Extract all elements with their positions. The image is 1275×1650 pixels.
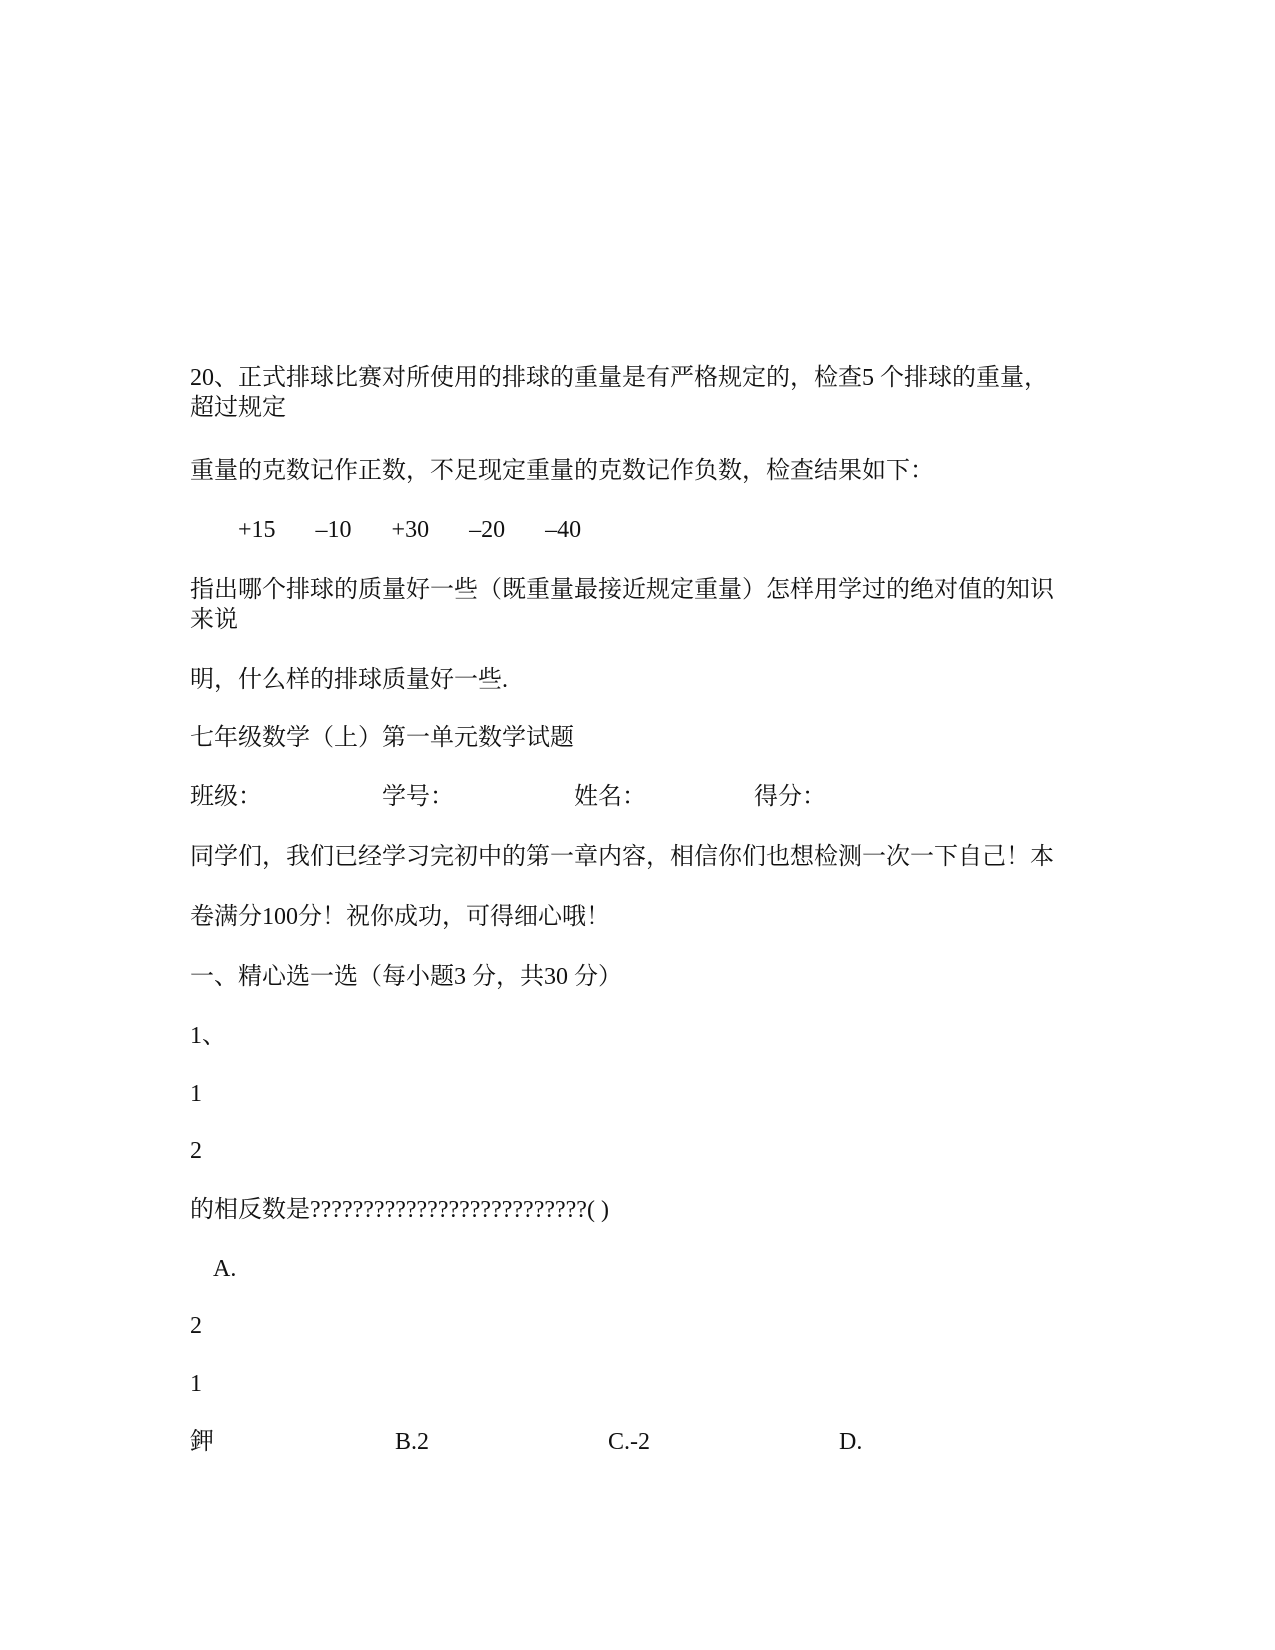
weight-value: –40 — [545, 517, 582, 543]
question-1-stem: 的相反数是??????????????????????????( ) — [190, 1197, 609, 1223]
q20-text-line-2: 超过规定 — [190, 395, 286, 421]
q20-text-line-5: 来说 — [190, 607, 238, 633]
weight-value: –10 — [315, 517, 352, 543]
option-d: D. — [839, 1429, 863, 1455]
number-field-label: 学号： — [382, 784, 454, 810]
question-1-options-row — [190, 1426, 1090, 1458]
q20-weight-values — [238, 514, 615, 546]
q20-text-line-3: 重量的克数记作正数，不足现定重量的克数记作负数，检查结果如下： — [190, 458, 934, 484]
option-a-label: A. — [213, 1256, 237, 1282]
question-1-fraction-numerator: 1 — [190, 1081, 202, 1107]
weight-value: –20 — [469, 517, 506, 543]
exam-intro-line-2: 卷满分100分！祝你成功，可得细心哦！ — [190, 904, 610, 930]
class-field-label: 班级： — [190, 784, 262, 810]
option-b: B.2 — [395, 1429, 430, 1455]
option-c: C.-2 — [608, 1429, 650, 1455]
weight-value: +15 — [238, 517, 276, 543]
q20-text-line-1: 20、正式排球比赛对所使用的排球的重量是有严格规定的，检查5 个排球的重量， — [190, 365, 1048, 391]
option-a-top-number: 2 — [190, 1313, 202, 1339]
question-1-label: 1、 — [190, 1023, 226, 1049]
option-a-glyph: 鉀 — [190, 1429, 214, 1455]
q20-text-line-6: 明，什么样的排球质量好一些. — [190, 667, 508, 693]
exam-title: 七年级数学（上）第一单元数学试题 — [190, 725, 574, 751]
option-a-bottom-number: 1 — [190, 1371, 202, 1397]
student-info-fields — [190, 781, 826, 813]
section-one-heading: 一、精心选一选（每小题3 分，共30 分） — [190, 964, 622, 990]
exam-intro-line-1: 同学们，我们已经学习完初中的第一章内容，相信你们也想检测一次一下自己！本 — [190, 844, 1054, 870]
weight-value: +30 — [391, 517, 430, 543]
question-1-fraction-denominator: 2 — [190, 1138, 202, 1164]
score-field-label: 得分： — [754, 784, 826, 810]
name-field-label: 姓名： — [574, 784, 646, 810]
q20-text-line-4: 指出哪个排球的质量好一些（既重量最接近规定重量）怎样用学过的绝对值的知识 — [190, 577, 1054, 603]
